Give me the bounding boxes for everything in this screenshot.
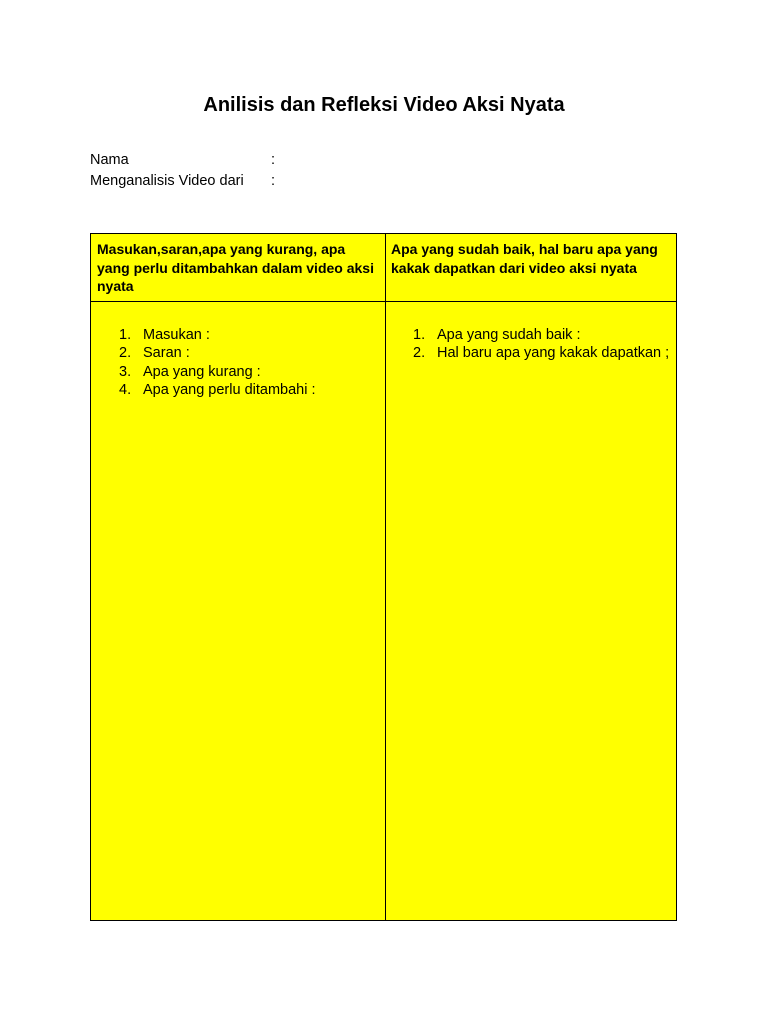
left-column-header: Masukan,saran,apa yang kurang, apa yang perlu ditambahkan dalam video aksi nyata (97, 241, 374, 294)
list-item-number: 1. (119, 327, 132, 343)
list-item-number: 1. (413, 327, 426, 343)
list-item-number: 2. (119, 345, 132, 362)
list-item-text: Masukan : (143, 327, 210, 343)
reflection-table (90, 233, 677, 921)
list-item (115, 381, 377, 399)
list-item-text: Apa yang perlu ditambahi : (143, 381, 316, 398)
column-divider (385, 234, 386, 920)
list-item (409, 326, 671, 344)
right-item-list (409, 326, 671, 363)
list-item-number: 2. (413, 345, 426, 362)
left-item-list (115, 326, 377, 399)
header-divider (91, 301, 676, 302)
right-column-header: Apa yang sudah baik, hal baru apa yang kakak dapatkan dari video aksi nyata (391, 241, 658, 276)
list-item-number: 4. (119, 381, 132, 398)
field-video-source-label: Menganalisis Video dari (90, 173, 244, 189)
list-item (115, 344, 377, 362)
list-item-text: Saran : (143, 345, 190, 362)
list-item-text: Apa yang kurang : (143, 363, 261, 380)
field-nama-colon: : (271, 152, 276, 168)
list-item (409, 344, 671, 362)
field-nama-label: Nama (90, 152, 129, 168)
field-video-source-colon: : (271, 173, 276, 189)
document-title: Anilisis dan Refleksi Video Aksi Nyata (203, 94, 565, 116)
list-item-number: 3. (119, 363, 132, 380)
list-item (115, 363, 377, 381)
list-item-text: Apa yang sudah baik : (437, 327, 581, 343)
list-item (115, 326, 377, 344)
list-item-text: Hal baru apa yang kakak dapatkan ; (437, 345, 670, 362)
